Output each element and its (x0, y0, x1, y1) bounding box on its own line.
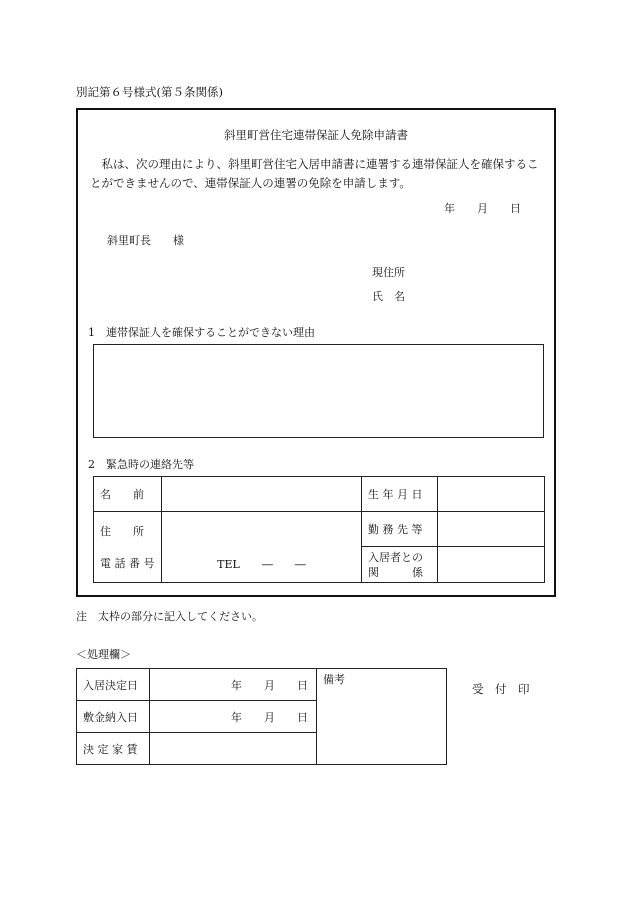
addressee: 斜里町長 様 (107, 234, 184, 247)
contact-birthdate-field[interactable] (438, 477, 545, 512)
contact-relation-field[interactable] (438, 547, 545, 583)
remarks-cell[interactable] (317, 669, 447, 765)
section-reason-heading: 1 連帯保証人を確保することができない理由 (88, 326, 315, 339)
rent-field[interactable] (150, 733, 317, 765)
note-text: 注 太枠の部分に記入してください。 (76, 610, 263, 623)
contact-relation-label: 入居者との 関 係 (362, 547, 438, 583)
contact-workplace-field[interactable] (438, 512, 545, 547)
processing-table (76, 668, 447, 765)
remarks-label: 備考 (323, 673, 345, 686)
application-date[interactable]: 年 月 日 (444, 202, 521, 215)
move-in-date-field[interactable]: 年 月 日 (150, 669, 317, 701)
current-address-label: 現住所 (372, 266, 405, 279)
application-body-text: 私は、次の理由により、斜里町営住宅入居申請書に連署する連帯保証人を確保することができませんので、連帯保証人の連署の免除を申請します。 (90, 157, 539, 190)
application-frame (76, 108, 556, 597)
contact-address-label: 住 所 (100, 525, 144, 538)
reason-input-box[interactable] (93, 344, 544, 438)
deposit-date-field[interactable]: 年 月 日 (150, 701, 317, 733)
contact-workplace-label: 勤 務 先 等 (362, 512, 438, 547)
contact-address-phone-field[interactable] (162, 512, 362, 583)
contact-address-phone-label (94, 512, 162, 583)
deposit-date-label: 敷金納入日 (77, 701, 150, 733)
reception-stamp-label: 受 付 印 (472, 682, 530, 696)
contact-name-field[interactable] (162, 477, 362, 512)
processing-heading: ＜処理欄＞ (76, 648, 131, 661)
contact-phone-tel: TEL ― ― (217, 558, 306, 571)
rent-label: 決 定 家 賃 (77, 733, 150, 765)
contact-birthdate-label: 生 年 月 日 (362, 477, 438, 512)
move-in-date-label: 入居決定日 (77, 669, 150, 701)
contact-name-label: 名 前 (94, 477, 162, 512)
contact-phone-label: 電 話 番 号 (100, 557, 155, 570)
emergency-contact-table (93, 476, 545, 583)
form-number: 別記第６号様式(第５条関係) (76, 85, 223, 99)
form-title: 斜里町営住宅連帯保証人免除申請書 (224, 128, 408, 142)
applicant-name-label: 氏 名 (372, 290, 405, 303)
section-emergency-heading: 2 緊急時の連絡先等 (88, 458, 194, 471)
